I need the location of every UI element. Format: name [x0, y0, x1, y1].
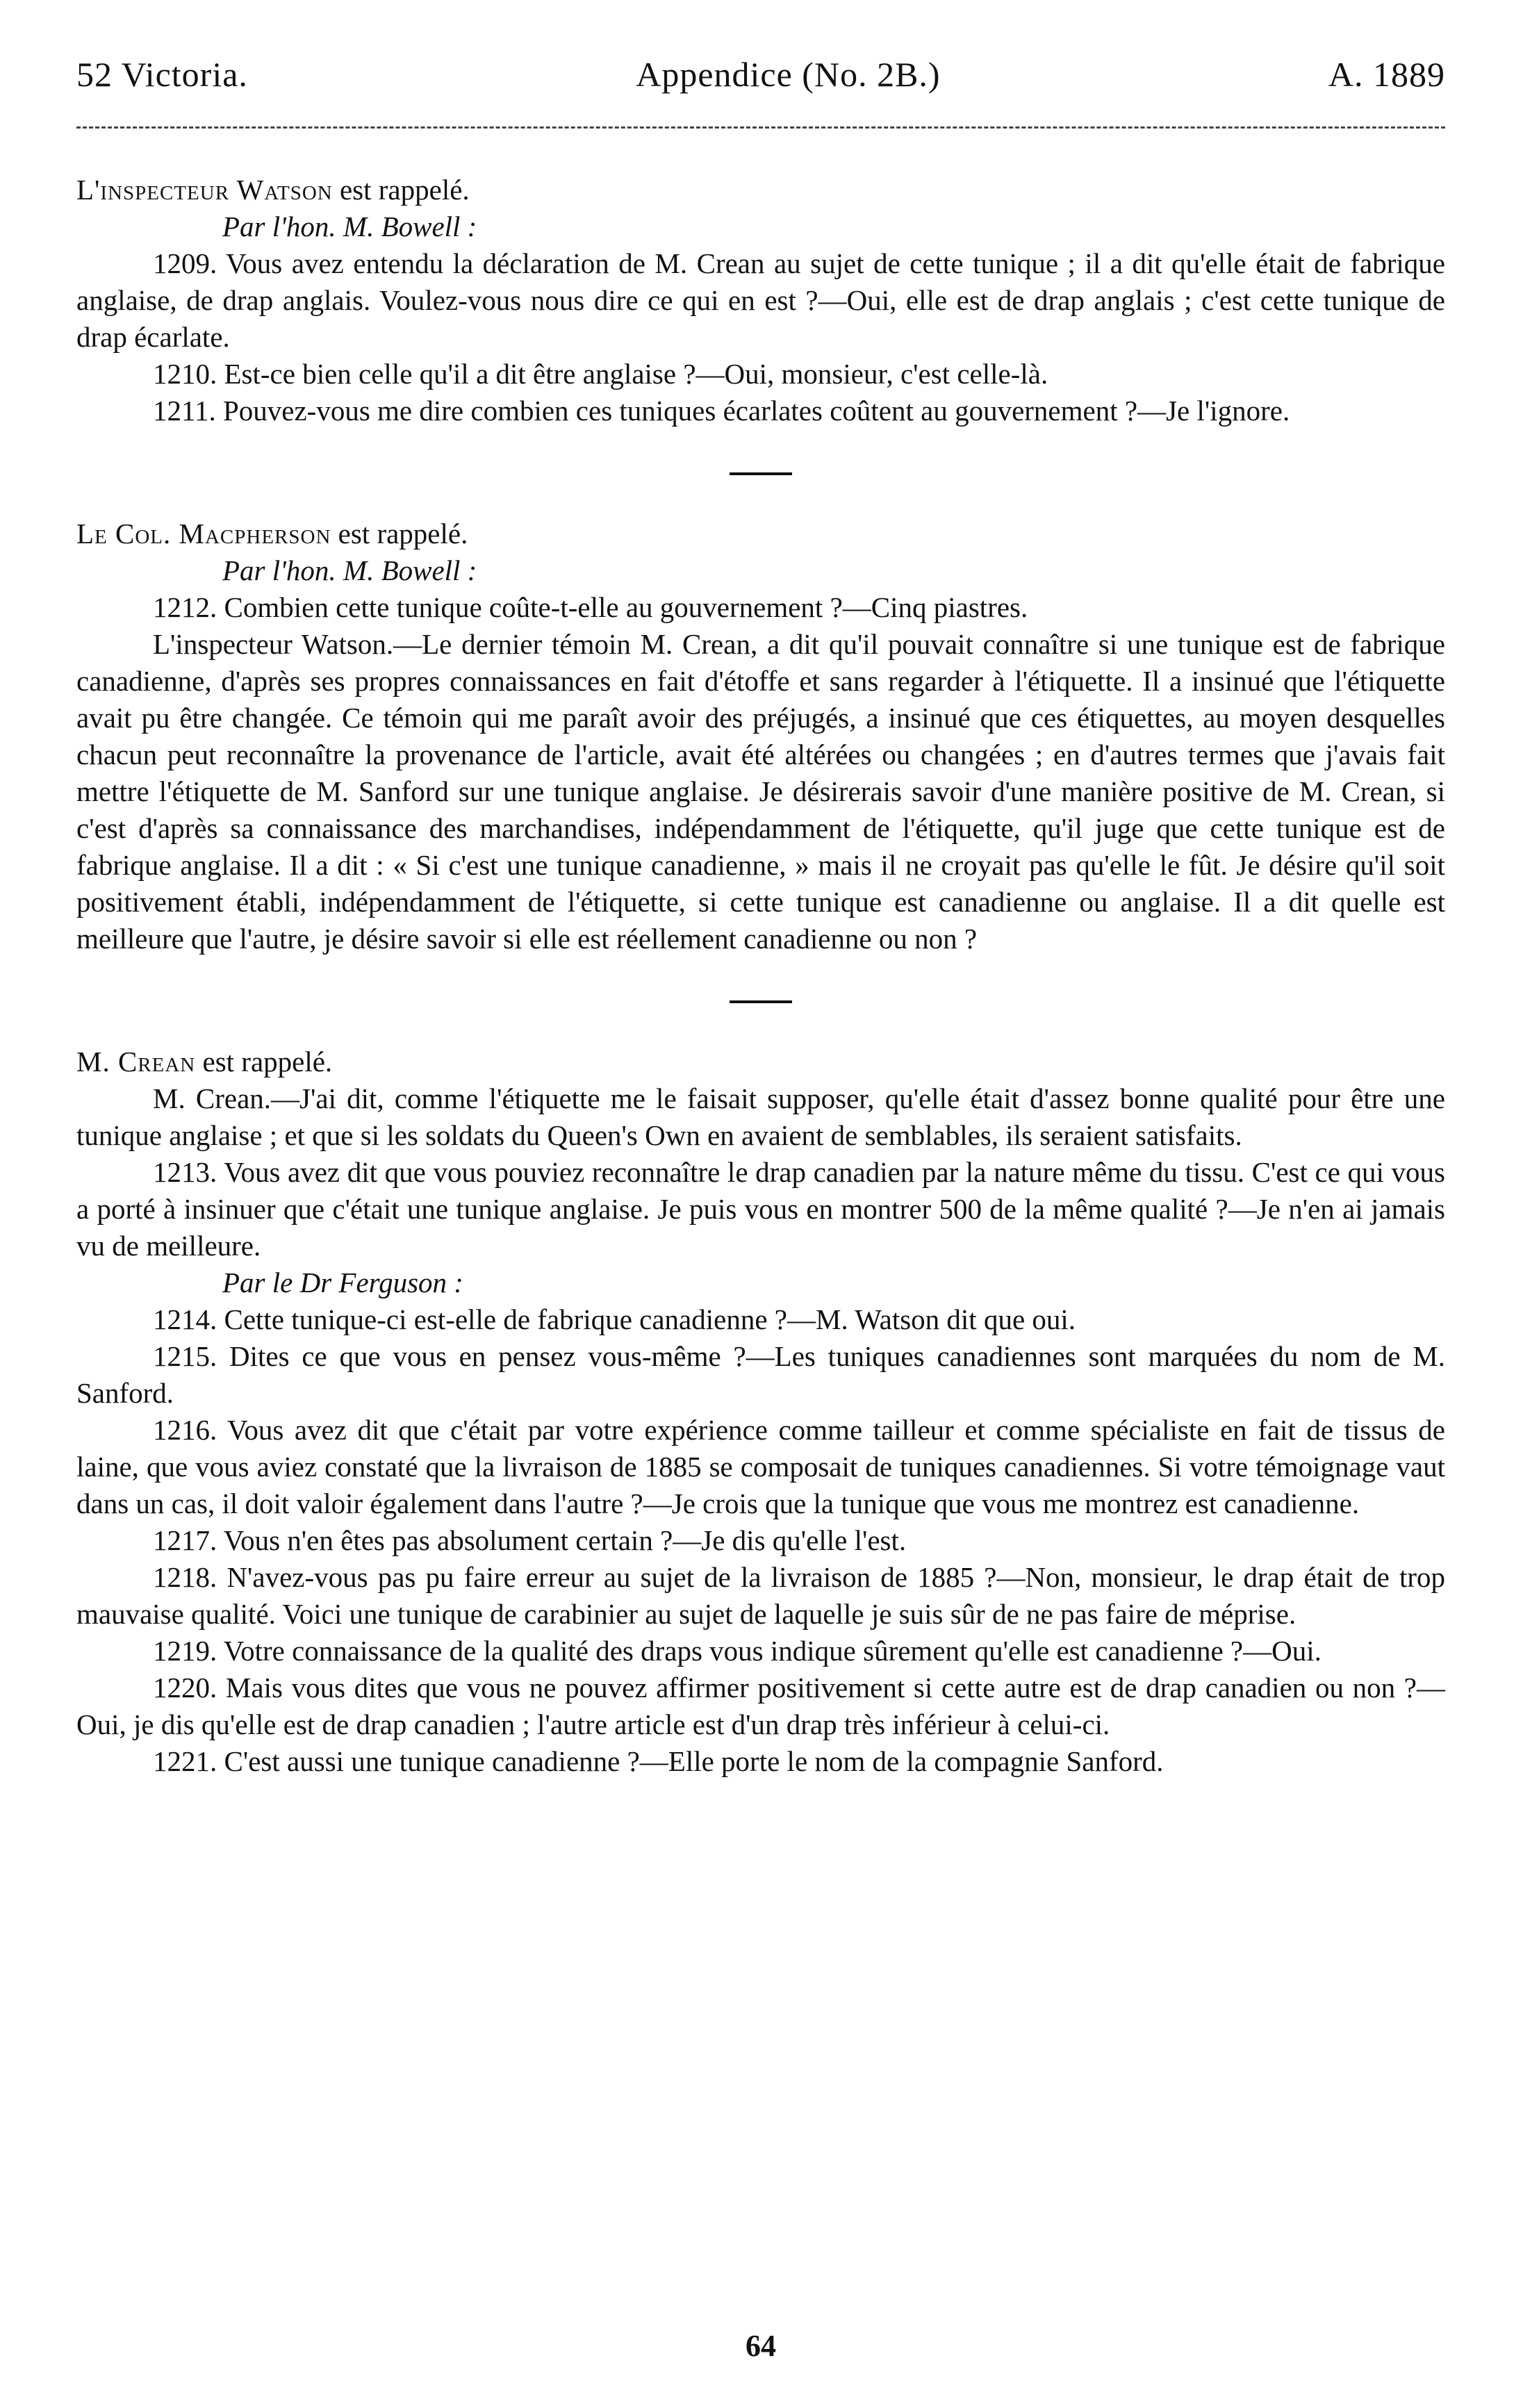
page-number: 64 — [746, 2329, 776, 2363]
header-appendix: Appendice (No. 2B.) — [636, 55, 941, 94]
heading-rest: est rappelé. — [331, 518, 468, 550]
question-1217: 1217. Vous n'en êtes pas absolument certain ?—Je dis qu'elle l'est. — [153, 1524, 907, 1556]
witness-name: L'inspecteur Watson — [76, 174, 333, 206]
heading-rest: est rappelé. — [332, 174, 470, 206]
examiner-line: Par l'hon. M. Bowell : — [222, 554, 477, 586]
header-year: A. 1889 — [1328, 55, 1445, 94]
question-1220: 1220. Mais vous dites que vous ne pouvez affirmer positivement si cette autre est de drap canadien ou non ?—Oui, je dis qu'elle est de drap canadien ; l'autre article est d'un drap très inférieur à celui-ci. — [76, 1672, 1445, 1740]
section-divider — [730, 1000, 792, 1003]
question-1213: 1213. Vous avez dit que vous pouviez reconnaître le drap canadien par la nature même du tissu. C'est ce qui vous a porté à insinuer que c'était une tunique anglaise. Je puis vous en montrer 500 de la même qualité ?—Je n'en ai jamais vu de meilleure. — [76, 1156, 1445, 1262]
section-heading — [76, 1044, 1445, 1080]
section-divider — [730, 472, 792, 475]
question-1218: 1218. N'avez-vous pas pu faire erreur au sujet de la livraison de 1885 ?—Non, monsieur, le drap était de trop mauvaise qualité. Voici une tunique de carabinier au sujet de laquelle je suis sûr de ne pas faire de méprise. — [76, 1561, 1445, 1630]
question-1212: 1212. Combien cette tunique coûte-t-elle au gouvernement ?—Cinq piastres. — [153, 591, 1028, 623]
witness-name: M. Crean — [76, 1046, 196, 1078]
header-rule — [76, 126, 1445, 129]
question-1215: 1215. Dites ce que vous en pensez vous-même ?—Les tuniques canadiennes sont marquées du nom de M. Sanford. — [76, 1340, 1445, 1409]
section-heading — [76, 172, 1445, 208]
question-1216: 1216. Vous avez dit que c'était par votre expérience comme tailleur et comme spécialiste en fait de tissus de laine, que vous aviez constaté que la livraison de 1885 se composait de tuniques canadiennes. Si votre témoignage vaut dans un cas, il doit valoir également dans l'autre ?—Je crois que la tunique que vous me montrez est canadienne. — [76, 1414, 1445, 1519]
section-macpherson — [76, 516, 1445, 957]
witness-name: Le Col. Macpherson — [76, 518, 331, 550]
section-crean — [76, 1044, 1445, 1780]
heading-rest: est rappelé. — [195, 1046, 333, 1078]
transcript-body — [76, 172, 1445, 1780]
header-session: 52 Victoria. — [76, 55, 248, 94]
question-1219: 1219. Votre connaissance de la qualité des draps vous indique sûrement qu'elle est canadienne ?—Oui. — [153, 1635, 1322, 1667]
examiner-line: Par le Dr Ferguson : — [222, 1267, 463, 1298]
question-1210: 1210. Est-ce bien celle qu'il a dit être anglaise ?—Oui, monsieur, c'est celle-là. — [153, 358, 1048, 390]
question-1211: 1211. Pouvez-vous me dire combien ces tuniques écarlates coûtent au gouvernement ?—Je l'ignore. — [153, 395, 1290, 427]
document-page — [76, 54, 1445, 2375]
section-watson — [76, 172, 1445, 429]
question-1214: 1214. Cette tunique-ci est-elle de fabrique canadienne ?—M. Watson dit que oui. — [153, 1303, 1076, 1335]
question-1209: 1209. Vous avez entendu la déclaration de M. Crean au sujet de cette tunique ; il a dit qu'elle était de fabrique anglaise, de drap anglais. Voulez-vous nous dire ce qui en est ?—Oui, elle est de drap anglais ; c'est cette tunique de drap écarlate. — [76, 247, 1445, 353]
examiner-line: Par l'hon. M. Bowell : — [222, 211, 477, 242]
crean-statement: M. Crean.—J'ai dit, comme l'étiquette me le faisait supposer, qu'elle était d'assez bonne qualité pour être une tunique anglaise ; et que si les soldats du Queen's Own en avaient de semblables, ils seraient satisfaits. — [76, 1082, 1445, 1151]
section-heading — [76, 516, 1445, 552]
watson-statement: L'inspecteur Watson.—Le dernier témoin M. Crean, a dit qu'il pouvait connaître si une tunique est de fabrique canadienne, d'après ses propres connaissances en fait d'étoffe et sans regarder à l'étiquette. Il a insinué que l'étiquette avait pu être changée. Ce témoin qui me paraît avoir des préjugés, a insinué que ces étiquettes, au moyen desquelles chacun peut reconnaître la provenance de l'article, avait été altérées ou changées ; en d'autres termes que j'avais fait mettre l'étiquette de M. Sanford sur une tunique anglaise. Je désirerais savoir d'une manière positive de M. Crean, si c'est d'après sa connaissance des marchandises, indépendamment de l'étiquette, qu'il juge que cette tunique est de fabrique anglaise. Il a dit : « Si c'est une tunique canadienne, » mais il ne croyait pas qu'elle le fût. Je désire qu'il soit positivement établi, indépendamment de l'étiquette, si cette tunique est canadienne ou anglaise. Il a dit quelle est meilleure que l'autre, je désire savoir si elle est réellement canadienne ou non ? — [76, 628, 1445, 955]
question-1221: 1221. C'est aussi une tunique canadienne ?—Elle porte le nom de la compagnie Sanford. — [153, 1745, 1164, 1777]
page-header — [76, 54, 1445, 103]
